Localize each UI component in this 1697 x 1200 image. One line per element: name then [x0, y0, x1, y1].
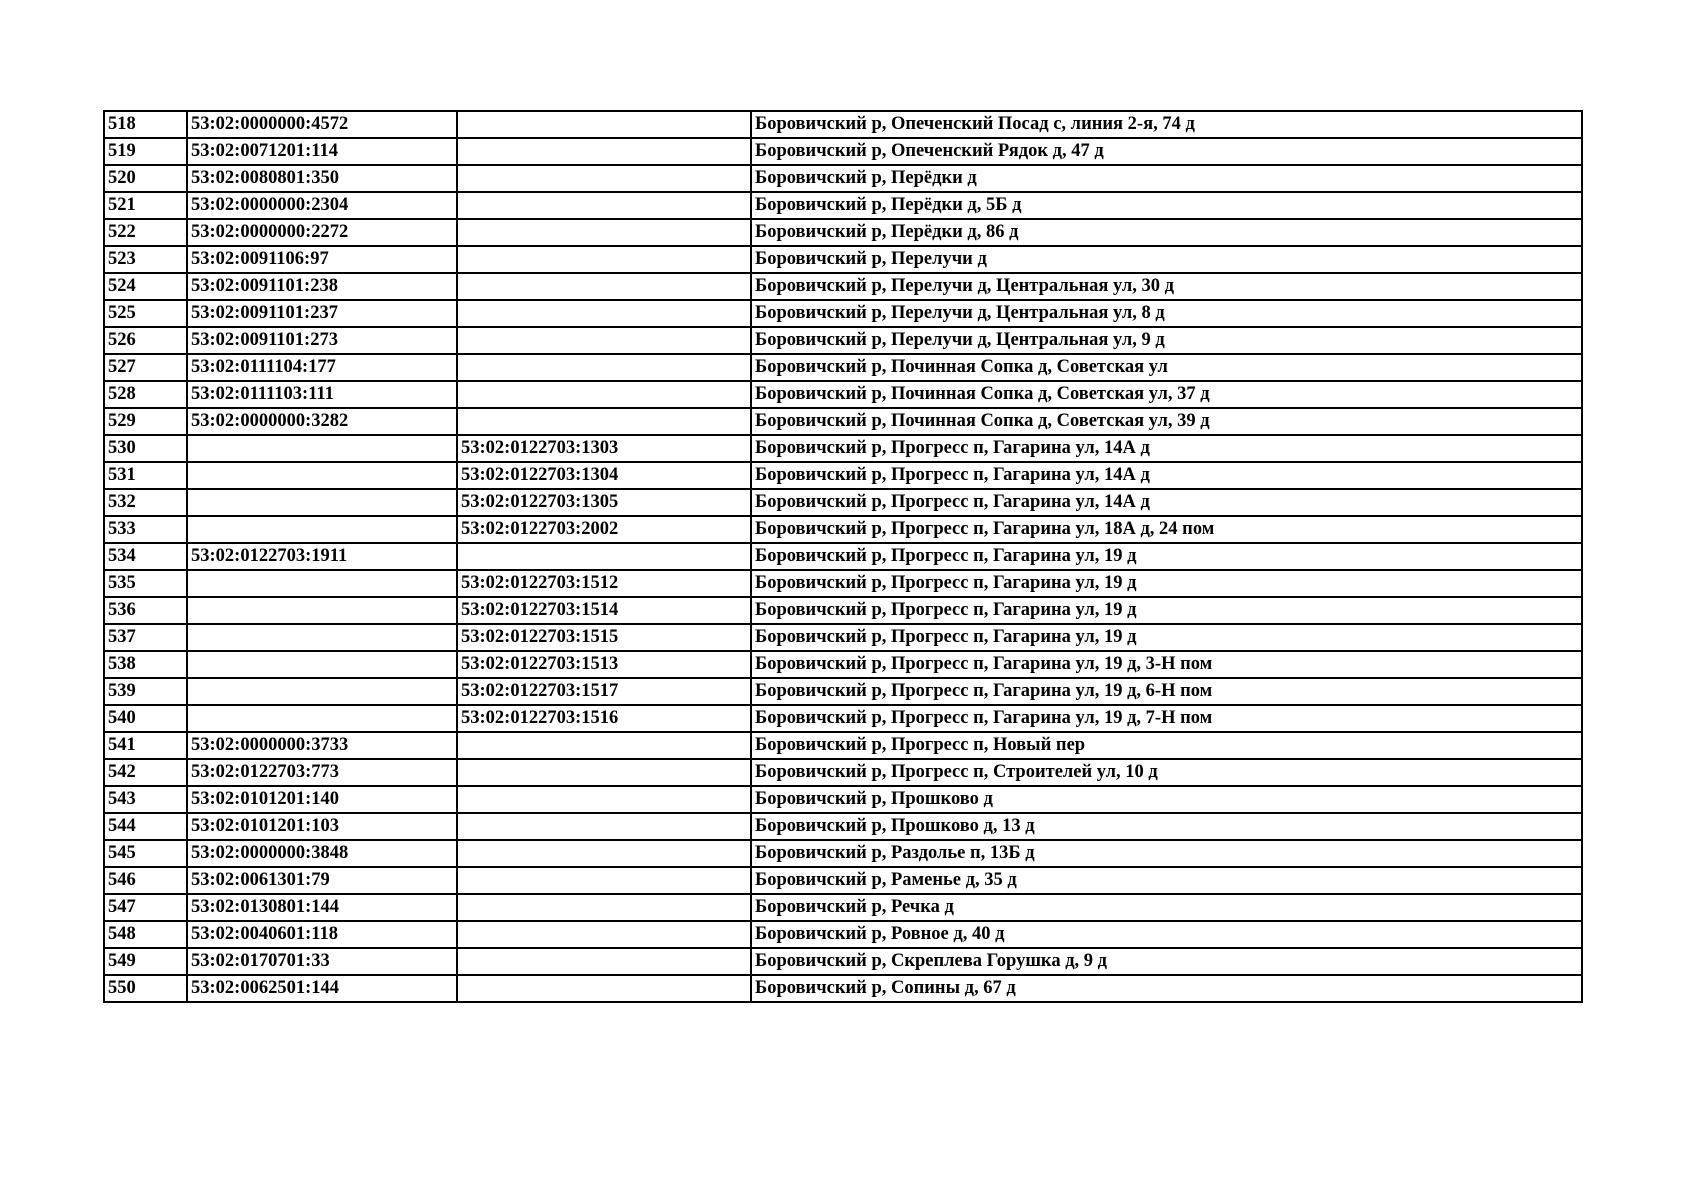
premises-cadastral-number-cell	[457, 921, 751, 948]
cadastral-number-cell	[187, 705, 457, 732]
address-cell: Боровичский р, Починная Сопка д, Советская ул	[751, 354, 1582, 381]
premises-cadastral-number-cell	[457, 975, 751, 1002]
premises-cadastral-number-cell	[457, 543, 751, 570]
table-row	[104, 948, 1582, 975]
premises-cadastral-number-cell	[457, 273, 751, 300]
premises-cadastral-number-cell: 53:02:0122703:1512	[457, 570, 751, 597]
cadastral-number-cell: 53:02:0000000:3733	[187, 732, 457, 759]
cadastral-number-cell	[187, 570, 457, 597]
table-row	[104, 165, 1582, 192]
premises-cadastral-number-cell	[457, 192, 751, 219]
row-number-cell: 549	[104, 948, 187, 975]
premises-cadastral-number-cell: 53:02:0122703:1304	[457, 462, 751, 489]
cadastral-number-cell	[187, 516, 457, 543]
cadastral-number-cell: 53:02:0111103:111	[187, 381, 457, 408]
cadastral-number-cell: 53:02:0091101:273	[187, 327, 457, 354]
address-cell: Боровичский р, Перелучи д, Центральная ул, 30 д	[751, 273, 1582, 300]
address-cell: Боровичский р, Прогресс п, Гагарина ул, 18А д, 24 пом	[751, 516, 1582, 543]
premises-cadastral-number-cell	[457, 840, 751, 867]
row-number-cell: 532	[104, 489, 187, 516]
row-number-cell: 531	[104, 462, 187, 489]
premises-cadastral-number-cell: 53:02:0122703:1305	[457, 489, 751, 516]
table-row	[104, 624, 1582, 651]
address-cell: Боровичский р, Перелучи д, Центральная ул, 9 д	[751, 327, 1582, 354]
row-number-cell: 543	[104, 786, 187, 813]
row-number-cell: 545	[104, 840, 187, 867]
table-row	[104, 975, 1582, 1002]
cadastral-number-cell: 53:02:0101201:103	[187, 813, 457, 840]
premises-cadastral-number-cell	[457, 408, 751, 435]
address-cell: Боровичский р, Починная Сопка д, Советская ул, 37 д	[751, 381, 1582, 408]
row-number-cell: 544	[104, 813, 187, 840]
address-cell: Боровичский р, Опеченский Посад с, линия 2-я, 74 д	[751, 111, 1582, 138]
table-row	[104, 462, 1582, 489]
address-cell: Боровичский р, Прогресс п, Гагарина ул, 19 д	[751, 570, 1582, 597]
premises-cadastral-number-cell	[457, 732, 751, 759]
row-number-cell: 536	[104, 597, 187, 624]
address-cell: Боровичский р, Скреплева Горушка д, 9 д	[751, 948, 1582, 975]
table-row	[104, 813, 1582, 840]
cadastral-number-cell: 53:02:0000000:4572	[187, 111, 457, 138]
address-cell: Боровичский р, Прогресс п, Гагарина ул, 19 д	[751, 543, 1582, 570]
row-number-cell: 537	[104, 624, 187, 651]
address-cell: Боровичский р, Перёдки д, 5Б д	[751, 192, 1582, 219]
table-row	[104, 111, 1582, 138]
table-row	[104, 678, 1582, 705]
premises-cadastral-number-cell: 53:02:0122703:1514	[457, 597, 751, 624]
address-cell: Боровичский р, Прогресс п, Новый пер	[751, 732, 1582, 759]
premises-cadastral-number-cell	[457, 867, 751, 894]
address-cell: Боровичский р, Сопины д, 67 д	[751, 975, 1582, 1002]
table-row	[104, 246, 1582, 273]
row-number-cell: 519	[104, 138, 187, 165]
row-number-cell: 527	[104, 354, 187, 381]
row-number-cell: 540	[104, 705, 187, 732]
address-cell: Боровичский р, Прогресс п, Гагарина ул, 19 д	[751, 597, 1582, 624]
premises-cadastral-number-cell: 53:02:0122703:1517	[457, 678, 751, 705]
row-number-cell: 525	[104, 300, 187, 327]
table-row	[104, 705, 1582, 732]
address-cell: Боровичский р, Прогресс п, Гагарина ул, 14А д	[751, 435, 1582, 462]
premises-cadastral-number-cell	[457, 786, 751, 813]
cadastral-number-cell: 53:02:0080801:350	[187, 165, 457, 192]
address-cell: Боровичский р, Опеченский Рядок д, 47 д	[751, 138, 1582, 165]
table-row	[104, 381, 1582, 408]
table-row	[104, 354, 1582, 381]
cadastral-number-cell: 53:02:0040601:118	[187, 921, 457, 948]
table-row	[104, 597, 1582, 624]
premises-cadastral-number-cell	[457, 759, 751, 786]
cadastral-number-cell: 53:02:0130801:144	[187, 894, 457, 921]
table-row	[104, 435, 1582, 462]
premises-cadastral-number-cell	[457, 813, 751, 840]
premises-cadastral-number-cell	[457, 894, 751, 921]
row-number-cell: 538	[104, 651, 187, 678]
cadastral-number-cell	[187, 624, 457, 651]
table-row	[104, 219, 1582, 246]
cadastral-number-cell: 53:02:0000000:3848	[187, 840, 457, 867]
premises-cadastral-number-cell	[457, 165, 751, 192]
address-cell: Боровичский р, Прогресс п, Гагарина ул, 19 д, 7-Н пом	[751, 705, 1582, 732]
cadastral-number-cell: 53:02:0062501:144	[187, 975, 457, 1002]
row-number-cell: 542	[104, 759, 187, 786]
premises-cadastral-number-cell	[457, 948, 751, 975]
row-number-cell: 524	[104, 273, 187, 300]
table-row	[104, 894, 1582, 921]
cadastral-number-cell	[187, 678, 457, 705]
row-number-cell: 522	[104, 219, 187, 246]
row-number-cell: 529	[104, 408, 187, 435]
cadastral-number-cell: 53:02:0061301:79	[187, 867, 457, 894]
premises-cadastral-number-cell: 53:02:0122703:2002	[457, 516, 751, 543]
cadastral-number-cell: 53:02:0000000:2272	[187, 219, 457, 246]
table-row	[104, 570, 1582, 597]
premises-cadastral-number-cell	[457, 111, 751, 138]
premises-cadastral-number-cell	[457, 219, 751, 246]
table-row	[104, 273, 1582, 300]
address-cell: Боровичский р, Ровное д, 40 д	[751, 921, 1582, 948]
row-number-cell: 526	[104, 327, 187, 354]
address-cell: Боровичский р, Прогресс п, Строителей ул, 10 д	[751, 759, 1582, 786]
row-number-cell: 547	[104, 894, 187, 921]
cadastral-number-cell: 53:02:0122703:1911	[187, 543, 457, 570]
cadastral-number-cell: 53:02:0122703:773	[187, 759, 457, 786]
cadastral-number-cell: 53:02:0101201:140	[187, 786, 457, 813]
premises-cadastral-number-cell	[457, 300, 751, 327]
cadastral-number-cell: 53:02:0091106:97	[187, 246, 457, 273]
address-cell: Боровичский р, Раздолье п, 13Б д	[751, 840, 1582, 867]
table-row	[104, 867, 1582, 894]
address-cell: Боровичский р, Прогресс п, Гагарина ул, 14А д	[751, 489, 1582, 516]
cadastral-number-cell: 53:02:0170701:33	[187, 948, 457, 975]
cadastral-number-cell: 53:02:0071201:114	[187, 138, 457, 165]
cadastral-number-cell: 53:02:0000000:3282	[187, 408, 457, 435]
address-cell: Боровичский р, Перелучи д, Центральная ул, 8 д	[751, 300, 1582, 327]
address-cell: Боровичский р, Прошково д	[751, 786, 1582, 813]
row-number-cell: 523	[104, 246, 187, 273]
row-number-cell: 520	[104, 165, 187, 192]
address-cell: Боровичский р, Прогресс п, Гагарина ул, 19 д, 3-Н пом	[751, 651, 1582, 678]
table-row	[104, 786, 1582, 813]
row-number-cell: 530	[104, 435, 187, 462]
row-number-cell: 533	[104, 516, 187, 543]
table-row	[104, 327, 1582, 354]
cadastral-number-cell	[187, 651, 457, 678]
registry-table-body	[104, 111, 1582, 1002]
table-row	[104, 651, 1582, 678]
cadastral-number-cell: 53:02:0111104:177	[187, 354, 457, 381]
table-row	[104, 921, 1582, 948]
premises-cadastral-number-cell: 53:02:0122703:1303	[457, 435, 751, 462]
premises-cadastral-number-cell: 53:02:0122703:1515	[457, 624, 751, 651]
cadastral-number-cell	[187, 489, 457, 516]
table-row	[104, 408, 1582, 435]
address-cell: Боровичский р, Раменье д, 35 д	[751, 867, 1582, 894]
table-row	[104, 516, 1582, 543]
address-cell: Боровичский р, Речка д	[751, 894, 1582, 921]
table-row	[104, 840, 1582, 867]
address-cell: Боровичский р, Починная Сопка д, Советская ул, 39 д	[751, 408, 1582, 435]
table-row	[104, 759, 1582, 786]
premises-cadastral-number-cell	[457, 138, 751, 165]
cadastral-number-cell	[187, 435, 457, 462]
cadastral-number-cell: 53:02:0000000:2304	[187, 192, 457, 219]
table-row	[104, 138, 1582, 165]
row-number-cell: 518	[104, 111, 187, 138]
row-number-cell: 535	[104, 570, 187, 597]
address-cell: Боровичский р, Прогресс п, Гагарина ул, 14А д	[751, 462, 1582, 489]
row-number-cell: 521	[104, 192, 187, 219]
row-number-cell: 548	[104, 921, 187, 948]
premises-cadastral-number-cell	[457, 381, 751, 408]
premises-cadastral-number-cell: 53:02:0122703:1516	[457, 705, 751, 732]
row-number-cell: 534	[104, 543, 187, 570]
address-cell: Боровичский р, Прогресс п, Гагарина ул, 19 д, 6-Н пом	[751, 678, 1582, 705]
cadastral-number-cell: 53:02:0091101:237	[187, 300, 457, 327]
address-cell: Боровичский р, Перёдки д	[751, 165, 1582, 192]
row-number-cell: 528	[104, 381, 187, 408]
row-number-cell: 539	[104, 678, 187, 705]
cadastral-number-cell: 53:02:0091101:238	[187, 273, 457, 300]
premises-cadastral-number-cell	[457, 354, 751, 381]
address-cell: Боровичский р, Прогресс п, Гагарина ул, 19 д	[751, 624, 1582, 651]
address-cell: Боровичский р, Перёдки д, 86 д	[751, 219, 1582, 246]
table-row	[104, 300, 1582, 327]
table-row	[104, 543, 1582, 570]
address-cell: Боровичский р, Прошково д, 13 д	[751, 813, 1582, 840]
premises-cadastral-number-cell	[457, 246, 751, 273]
row-number-cell: 546	[104, 867, 187, 894]
address-cell: Боровичский р, Перелучи д	[751, 246, 1582, 273]
row-number-cell: 550	[104, 975, 187, 1002]
premises-cadastral-number-cell	[457, 327, 751, 354]
property-registry-table	[103, 110, 1583, 1003]
premises-cadastral-number-cell: 53:02:0122703:1513	[457, 651, 751, 678]
row-number-cell: 541	[104, 732, 187, 759]
table-row	[104, 192, 1582, 219]
table-row	[104, 732, 1582, 759]
cadastral-number-cell	[187, 597, 457, 624]
cadastral-number-cell	[187, 462, 457, 489]
table-row	[104, 489, 1582, 516]
